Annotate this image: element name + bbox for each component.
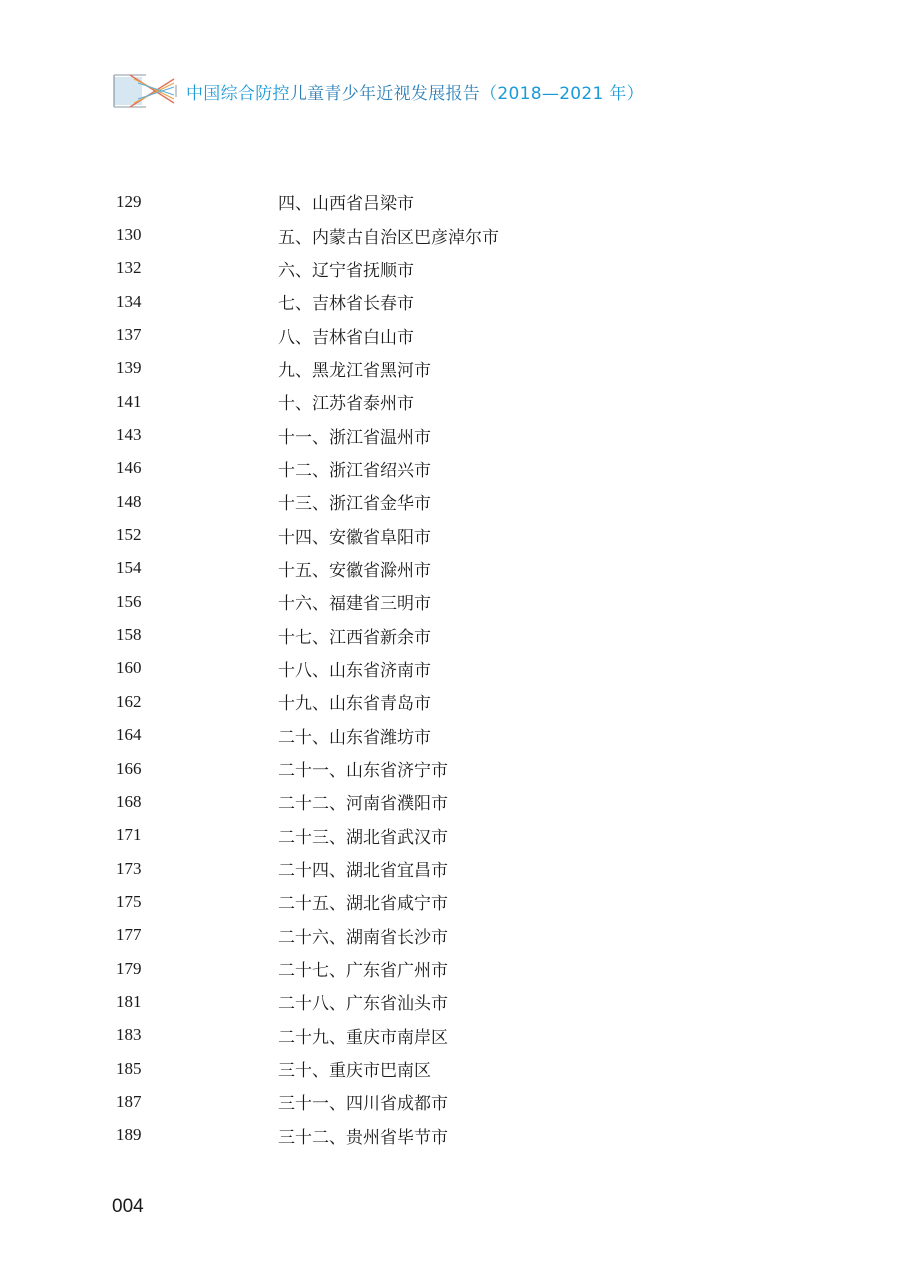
toc-page-number: 154 — [116, 558, 142, 578]
toc-page-number: 181 — [116, 991, 142, 1011]
toc-entry-title: 十九、山东省青岛市 — [278, 694, 431, 715]
toc-row[interactable] — [116, 919, 676, 952]
toc-page-number: 139 — [116, 358, 142, 378]
toc-entry-title: 二十一、山东省济宁市 — [278, 761, 448, 782]
toc-page-number: 146 — [116, 458, 142, 478]
toc-page-number: 152 — [116, 525, 142, 545]
toc-page-number: 187 — [116, 1091, 142, 1111]
toc-page-number: 164 — [116, 725, 142, 745]
toc-entry-title: 十、江苏省泰州市 — [278, 394, 414, 415]
toc-entry-title: 十六、福建省三明市 — [278, 594, 431, 615]
toc-row[interactable] — [116, 852, 676, 885]
toc-row[interactable] — [116, 285, 676, 318]
toc-row[interactable] — [116, 785, 676, 818]
toc-entry-title: 三十二、贵州省毕节市 — [278, 1127, 448, 1148]
toc-entry-title: 二十、山东省潍坊市 — [278, 727, 431, 748]
toc-page-number: 158 — [116, 625, 142, 645]
toc-entry-title: 十三、浙江省金华市 — [278, 494, 431, 515]
toc-row[interactable] — [116, 185, 676, 218]
toc-row[interactable] — [116, 652, 676, 685]
toc-row[interactable] — [116, 385, 676, 418]
toc-page-number: 137 — [116, 325, 142, 345]
toc-page-number: 130 — [116, 225, 142, 245]
table-of-contents — [116, 185, 676, 1152]
toc-entry-title: 五、内蒙古自治区巴彦淖尔市 — [278, 227, 499, 248]
toc-row[interactable] — [116, 552, 676, 585]
toc-entry-title: 二十二、河南省濮阳市 — [278, 794, 448, 815]
toc-row[interactable] — [116, 318, 676, 351]
toc-row[interactable] — [116, 485, 676, 518]
toc-page-number: 134 — [116, 291, 142, 311]
toc-row[interactable] — [116, 418, 676, 451]
toc-entry-title: 二十八、广东省汕头市 — [278, 994, 448, 1015]
toc-row[interactable] — [116, 885, 676, 918]
report-title-main: 儿童青少年近视发展报告 — [289, 83, 481, 104]
toc-page-number: 171 — [116, 825, 142, 845]
toc-entry-title: 七、吉林省长春市 — [278, 294, 414, 315]
toc-row[interactable] — [116, 1052, 676, 1085]
toc-entry-title: 十五、安徽省滁州市 — [278, 560, 431, 581]
toc-page-number: 179 — [116, 958, 142, 978]
toc-row[interactable] — [116, 218, 676, 251]
eye-lines-logo-icon — [112, 71, 178, 111]
report-title — [186, 79, 644, 104]
report-title-year: （2018—2021 年） — [480, 83, 644, 104]
toc-row[interactable] — [116, 1019, 676, 1052]
toc-row[interactable] — [116, 1119, 676, 1152]
toc-row[interactable] — [116, 952, 676, 985]
toc-entry-title: 六、辽宁省抚顺市 — [278, 260, 414, 281]
toc-row[interactable] — [116, 585, 676, 618]
running-header — [112, 70, 644, 112]
toc-row[interactable] — [116, 352, 676, 385]
toc-page-number: 166 — [116, 758, 142, 778]
toc-entry-title: 二十四、湖北省宜昌市 — [278, 861, 448, 882]
toc-entry-title: 二十五、湖北省咸宁市 — [278, 894, 448, 915]
toc-page-number: 162 — [116, 691, 142, 711]
toc-entry-title: 二十三、湖北省武汉市 — [278, 827, 448, 848]
toc-entry-title: 十八、山东省济南市 — [278, 660, 431, 681]
toc-row[interactable] — [116, 752, 676, 785]
toc-page-number: 129 — [116, 191, 142, 211]
toc-entry-title: 十一、浙江省温州市 — [278, 427, 431, 448]
toc-page-number: 148 — [116, 491, 142, 511]
toc-row[interactable] — [116, 985, 676, 1018]
toc-entry-title: 九、黑龙江省黑河市 — [278, 360, 431, 381]
toc-row[interactable] — [116, 252, 676, 285]
toc-row[interactable] — [116, 819, 676, 852]
footer-page-number: 004 — [112, 1196, 144, 1217]
toc-page-number: 160 — [116, 658, 142, 678]
toc-entry-title: 二十六、湖南省长沙市 — [278, 927, 448, 948]
toc-page-number: 143 — [116, 425, 142, 445]
report-title-highlight: 中国综合防控 — [186, 83, 290, 104]
toc-entry-title: 三十、重庆市巴南区 — [278, 1061, 431, 1082]
toc-page-number: 185 — [116, 1058, 142, 1078]
toc-page-number: 173 — [116, 858, 142, 878]
toc-page-number: 132 — [116, 258, 142, 278]
toc-entry-title: 十二、浙江省绍兴市 — [278, 460, 431, 481]
toc-page-number: 175 — [116, 891, 142, 911]
toc-page-number: 183 — [116, 1025, 142, 1045]
toc-page-number: 156 — [116, 591, 142, 611]
toc-entry-title: 三十一、四川省成都市 — [278, 1094, 448, 1115]
toc-row[interactable] — [116, 518, 676, 551]
toc-entry-title: 十七、江西省新余市 — [278, 627, 431, 648]
toc-row[interactable] — [116, 452, 676, 485]
toc-entry-title: 八、吉林省白山市 — [278, 327, 414, 348]
toc-page-number: 141 — [116, 391, 142, 411]
toc-entry-title: 二十七、广东省广州市 — [278, 961, 448, 982]
toc-row[interactable] — [116, 1085, 676, 1118]
toc-entry-title: 十四、安徽省阜阳市 — [278, 527, 431, 548]
toc-row[interactable] — [116, 685, 676, 718]
toc-page-number: 177 — [116, 925, 142, 945]
toc-entry-title: 四、山西省吕梁市 — [278, 194, 414, 215]
toc-page-number: 168 — [116, 791, 142, 811]
toc-page-number: 189 — [116, 1125, 142, 1145]
toc-row[interactable] — [116, 618, 676, 651]
toc-entry-title: 二十九、重庆市南岸区 — [278, 1027, 448, 1048]
toc-row[interactable] — [116, 719, 676, 752]
